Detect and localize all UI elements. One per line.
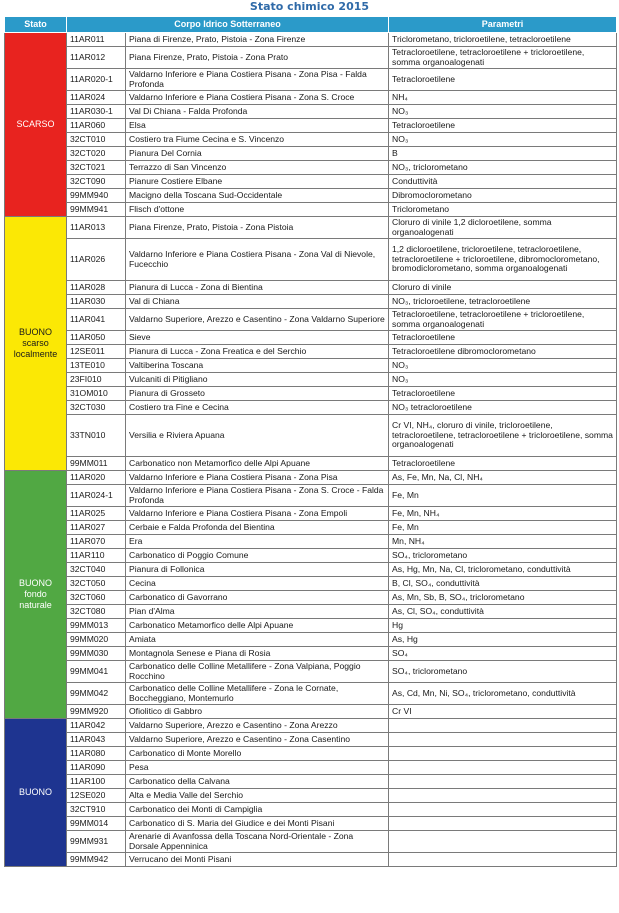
- parameters-cell: As, Fe, Mn, Na, Cl, NH₄: [389, 471, 617, 485]
- water-body-name: Pianura di Follonica: [126, 563, 389, 577]
- table-row: [5, 535, 617, 549]
- water-body-name: Pesa: [126, 761, 389, 775]
- water-body-name: Carbonatico dei Monti di Campiglia: [126, 803, 389, 817]
- water-body-name: Pianura Del Cornia: [126, 147, 389, 161]
- parameters-cell: As, Cd, Mn, Ni, SO₄, triclorometano, conduttività: [389, 683, 617, 705]
- table-body: [5, 33, 617, 867]
- parameters-cell: NO₃, tricloroetilene, tetracloroetilene: [389, 295, 617, 309]
- table-row: [5, 733, 617, 747]
- table-row: [5, 789, 617, 803]
- water-body-code: 31OM010: [67, 387, 126, 401]
- parameters-cell: Dibromoclorometano: [389, 189, 617, 203]
- table-row: [5, 563, 617, 577]
- table-row: [5, 831, 617, 853]
- water-body-code: 32CT050: [67, 577, 126, 591]
- water-body-code: 99MM942: [67, 853, 126, 867]
- header-stato: Stato: [5, 17, 67, 33]
- water-body-code: 99MM011: [67, 457, 126, 471]
- table-row: [5, 683, 617, 705]
- status-category-cell: BUONO: [5, 719, 67, 867]
- water-body-name: Piana Firenze, Prato, Pistoia - Zona Prato: [126, 47, 389, 69]
- water-body-name: Carbonatico di Monte Morello: [126, 747, 389, 761]
- water-body-code: 32CT910: [67, 803, 126, 817]
- water-body-name: Valdarno Superiore, Arezzo e Casentino - Zona Arezzo: [126, 719, 389, 733]
- parameters-cell: Triclorometano: [389, 203, 617, 217]
- water-body-code: 11AR027: [67, 521, 126, 535]
- water-body-code: 11AR020-1: [67, 69, 126, 91]
- parameters-cell: SO₄, triclorometano: [389, 549, 617, 563]
- parameters-cell: Mn, NH₄: [389, 535, 617, 549]
- water-body-name: Valdarno Inferiore e Piana Costiera Pisana - Zona Pisa: [126, 471, 389, 485]
- water-body-code: 32CT020: [67, 147, 126, 161]
- table-row: [5, 175, 617, 189]
- water-body-name: Amiata: [126, 633, 389, 647]
- table-row: [5, 719, 617, 733]
- table-row: [5, 161, 617, 175]
- table-row: [5, 47, 617, 69]
- water-body-name: Pianure Costiere Elbane: [126, 175, 389, 189]
- table-row: [5, 549, 617, 563]
- parameters-cell: Triclorometano, tricloroetilene, tetracloroetilene: [389, 33, 617, 47]
- table-row: [5, 853, 617, 867]
- water-body-code: 99MM940: [67, 189, 126, 203]
- parameters-cell: Cr VI: [389, 705, 617, 719]
- water-body-name: Carbonatico di S. Maria del Giudice e dei Monti Pisani: [126, 817, 389, 831]
- water-body-code: 32CT030: [67, 401, 126, 415]
- parameters-cell: Tetracloroetilene: [389, 119, 617, 133]
- water-body-name: Valdarno Inferiore e Piana Costiera Pisana - Zona Pisa - Falda Profonda: [126, 69, 389, 91]
- water-body-name: Pianura di Grosseto: [126, 387, 389, 401]
- header-parametri: Parametri: [389, 17, 617, 33]
- parameters-cell: [389, 853, 617, 867]
- parameters-cell: Tetracloroetilene: [389, 387, 617, 401]
- table-row: [5, 747, 617, 761]
- water-body-code: 99MM931: [67, 831, 126, 853]
- water-body-code: 11AR070: [67, 535, 126, 549]
- table-row: [5, 359, 617, 373]
- water-body-name: Cerbaie e Falda Profonda del Bientina: [126, 521, 389, 535]
- water-body-name: Cecina: [126, 577, 389, 591]
- header-corpo: Corpo Idrico Sotterraneo: [67, 17, 389, 33]
- water-body-name: Pian d'Alma: [126, 605, 389, 619]
- parameters-cell: B: [389, 147, 617, 161]
- water-body-code: 99MM020: [67, 633, 126, 647]
- water-body-code: 99MM041: [67, 661, 126, 683]
- parameters-cell: Hg: [389, 619, 617, 633]
- status-category-cell: BUONO scarso localmente: [5, 217, 67, 471]
- water-body-name: Era: [126, 535, 389, 549]
- water-body-code: 11AR090: [67, 761, 126, 775]
- parameters-cell: SO₄, triclorometano: [389, 661, 617, 683]
- parameters-cell: [389, 817, 617, 831]
- parameters-cell: Cr VI, NH₄, cloruro di vinile, tricloroetilene, tetracloroetilene, tetracloroetilene + tricloroetilene, somma organoalogenati: [389, 415, 617, 457]
- table-row: [5, 91, 617, 105]
- table-row: [5, 817, 617, 831]
- water-body-name: Val di Chiana: [126, 295, 389, 309]
- water-body-code: 32CT010: [67, 133, 126, 147]
- water-body-name: Valdarno Inferiore e Piana Costiera Pisana - Zona S. Croce: [126, 91, 389, 105]
- water-body-code: 11AR100: [67, 775, 126, 789]
- water-body-code: 11AR043: [67, 733, 126, 747]
- water-body-code: 11AR024: [67, 91, 126, 105]
- parameters-cell: NO₃: [389, 133, 617, 147]
- parameters-cell: Tetracloroetilene: [389, 457, 617, 471]
- water-body-name: Pianura di Lucca - Zona di Bientina: [126, 281, 389, 295]
- parameters-cell: As, Hg: [389, 633, 617, 647]
- water-body-name: Versilia e Riviera Apuana: [126, 415, 389, 457]
- water-body-name: Val Di Chiana - Falda Profonda: [126, 105, 389, 119]
- table-row: [5, 485, 617, 507]
- parameters-cell: [389, 775, 617, 789]
- water-body-code: 11AR030-1: [67, 105, 126, 119]
- table-row: [5, 239, 617, 281]
- parameters-cell: NO₃: [389, 105, 617, 119]
- table-row: [5, 217, 617, 239]
- table-row: [5, 69, 617, 91]
- water-body-name: Elsa: [126, 119, 389, 133]
- water-body-name: Valdarno Inferiore e Piana Costiera Pisana - Zona Empoli: [126, 507, 389, 521]
- table-header-row: [5, 17, 617, 33]
- table-row: [5, 803, 617, 817]
- water-body-name: Carbonatico di Poggio Comune: [126, 549, 389, 563]
- parameters-cell: [389, 719, 617, 733]
- water-body-name: Carbonatico delle Colline Metallifere - Zona le Cornate, Boccheggiano, Montemurlo: [126, 683, 389, 705]
- water-body-code: 11AR030: [67, 295, 126, 309]
- parameters-cell: Tetracloroetilene, tetracloroetilene + tricloroetilene, somma organoalogenati: [389, 47, 617, 69]
- water-body-name: Alta e Media Valle del Serchio: [126, 789, 389, 803]
- water-body-name: Carbonatico non Metamorfico delle Alpi Apuane: [126, 457, 389, 471]
- parameters-cell: [389, 747, 617, 761]
- chemical-status-table: [4, 16, 617, 867]
- water-body-code: 32CT090: [67, 175, 126, 189]
- table-row: [5, 373, 617, 387]
- water-body-name: Sieve: [126, 331, 389, 345]
- water-body-code: 32CT021: [67, 161, 126, 175]
- water-body-code: 11AR025: [67, 507, 126, 521]
- parameters-cell: NH₄: [389, 91, 617, 105]
- parameters-cell: [389, 789, 617, 803]
- water-body-name: Costiero tra Fiume Cecina e S. Vincenzo: [126, 133, 389, 147]
- table-row: [5, 705, 617, 719]
- parameters-cell: Fe, Mn: [389, 485, 617, 507]
- water-body-name: Montagnola Senese e Piana di Rosia: [126, 647, 389, 661]
- water-body-code: 33TN010: [67, 415, 126, 457]
- water-body-name: Macigno della Toscana Sud-Occidentale: [126, 189, 389, 203]
- table-row: [5, 647, 617, 661]
- water-body-name: Terrazzo di San Vincenzo: [126, 161, 389, 175]
- water-body-name: Carbonatico Metamorfico delle Alpi Apuane: [126, 619, 389, 633]
- water-body-code: 11AR042: [67, 719, 126, 733]
- parameters-cell: [389, 803, 617, 817]
- water-body-code: 99MM941: [67, 203, 126, 217]
- water-body-name: Valdarno Inferiore e Piana Costiera Pisana - Zona Val di Nievole, Fucecchio: [126, 239, 389, 281]
- table-row: [5, 761, 617, 775]
- water-body-code: 99MM014: [67, 817, 126, 831]
- table-row: [5, 309, 617, 331]
- table-row: [5, 401, 617, 415]
- table-row: [5, 203, 617, 217]
- water-body-name: Valdarno Inferiore e Piana Costiera Pisana - Zona S. Croce - Falda Profonda: [126, 485, 389, 507]
- water-body-name: Valtiberina Toscana: [126, 359, 389, 373]
- water-body-name: Carbonatico della Calvana: [126, 775, 389, 789]
- table-row: [5, 345, 617, 359]
- table-row: [5, 105, 617, 119]
- water-body-code: 99MM042: [67, 683, 126, 705]
- water-body-name: Carbonatico delle Colline Metallifere - Zona Valpiana, Poggio Rocchino: [126, 661, 389, 683]
- parameters-cell: Cloruro di vinile 1,2 dicloroetilene, somma organoalogenati: [389, 217, 617, 239]
- water-body-code: 11AR110: [67, 549, 126, 563]
- water-body-code: 99MM030: [67, 647, 126, 661]
- parameters-cell: [389, 733, 617, 747]
- water-body-name: Valdarno Superiore, Arezzo e Casentino - Zona Valdarno Superiore: [126, 309, 389, 331]
- table-row: [5, 331, 617, 345]
- water-body-code: 13TE010: [67, 359, 126, 373]
- parameters-cell: NO₃ tetracloroetilene: [389, 401, 617, 415]
- water-body-code: 11AR026: [67, 239, 126, 281]
- water-body-code: 11AR013: [67, 217, 126, 239]
- parameters-cell: As, Mn, Sb, B, SO₄, triclorometano: [389, 591, 617, 605]
- water-body-code: 11AR041: [67, 309, 126, 331]
- water-body-code: 11AR060: [67, 119, 126, 133]
- parameters-cell: 1,2 dicloroetilene, tricloroetilene, tetracloroetilene, tetracloroetilene + tricloroetilene, dibromoclorometano, bromodiclorometano, somma organoalogenati: [389, 239, 617, 281]
- page-title: Stato chimico 2015: [249, 0, 370, 13]
- water-body-code: 11AR012: [67, 47, 126, 69]
- water-body-name: Verrucano dei Monti Pisani: [126, 853, 389, 867]
- parameters-cell: Cloruro di vinile: [389, 281, 617, 295]
- table-row: [5, 633, 617, 647]
- parameters-cell: B, Cl, SO₄, conduttività: [389, 577, 617, 591]
- water-body-name: Valdarno Superiore, Arezzo e Casentino - Zona Casentino: [126, 733, 389, 747]
- table-row: [5, 619, 617, 633]
- water-body-code: 12SE011: [67, 345, 126, 359]
- water-body-code: 32CT040: [67, 563, 126, 577]
- water-body-code: 11AR011: [67, 33, 126, 47]
- water-body-name: Vulcaniti di Pitigliano: [126, 373, 389, 387]
- table-row: [5, 605, 617, 619]
- parameters-cell: [389, 761, 617, 775]
- water-body-name: Ofiolitico di Gabbro: [126, 705, 389, 719]
- water-body-code: 12SE020: [67, 789, 126, 803]
- water-body-code: 11AR080: [67, 747, 126, 761]
- parameters-cell: NO₃: [389, 373, 617, 387]
- table-row: [5, 119, 617, 133]
- water-body-code: 11AR028: [67, 281, 126, 295]
- table-row: [5, 133, 617, 147]
- status-category-cell: SCARSO: [5, 33, 67, 217]
- water-body-code: 11AR050: [67, 331, 126, 345]
- parameters-cell: Conduttività: [389, 175, 617, 189]
- parameters-cell: [389, 831, 617, 853]
- table-row: [5, 775, 617, 789]
- table-row: [5, 521, 617, 535]
- table-row: [5, 189, 617, 203]
- water-body-code: 32CT060: [67, 591, 126, 605]
- water-body-name: Carbonatico di Gavorrano: [126, 591, 389, 605]
- parameters-cell: Tetracloroetilene dibromoclorometano: [389, 345, 617, 359]
- parameters-cell: Tetracloroetilene, tetracloroetilene + tricloroetilene, somma organoalogenati: [389, 309, 617, 331]
- water-body-code: 32CT080: [67, 605, 126, 619]
- parameters-cell: Fe, Mn: [389, 521, 617, 535]
- parameters-cell: SO₄: [389, 647, 617, 661]
- parameters-cell: As, Cl, SO₄, conduttività: [389, 605, 617, 619]
- status-category-cell: BUONO fondo naturale: [5, 471, 67, 719]
- parameters-cell: As, Hg, Mn, Na, Cl, triclorometano, conduttività: [389, 563, 617, 577]
- water-body-code: 99MM920: [67, 705, 126, 719]
- water-body-name: Piana di Firenze, Prato, Pistoia - Zona Firenze: [126, 33, 389, 47]
- parameters-cell: Tetracloroetilene: [389, 69, 617, 91]
- table-row: [5, 577, 617, 591]
- table-row: [5, 147, 617, 161]
- table-row: [5, 33, 617, 47]
- parameters-cell: NO₃, triclorometano: [389, 161, 617, 175]
- table-row: [5, 387, 617, 401]
- table-row: [5, 457, 617, 471]
- water-body-code: 23FI010: [67, 373, 126, 387]
- table-row: [5, 507, 617, 521]
- parameters-cell: Fe, Mn, NH₄: [389, 507, 617, 521]
- table-row: [5, 471, 617, 485]
- table-row: [5, 281, 617, 295]
- table-row: [5, 415, 617, 457]
- water-body-code: 11AR020: [67, 471, 126, 485]
- water-body-name: Piana Firenze, Prato, Pistoia - Zona Pistoia: [126, 217, 389, 239]
- water-body-name: Pianura di Lucca - Zona Freatica e del Serchio: [126, 345, 389, 359]
- parameters-cell: NO₃: [389, 359, 617, 373]
- water-body-name: Costiero tra Fine e Cecina: [126, 401, 389, 415]
- water-body-name: Arenarie di Avanfossa della Toscana Nord-Orientale - Zona Dorsale Appenninica: [126, 831, 389, 853]
- water-body-code: 11AR024-1: [67, 485, 126, 507]
- water-body-name: Flisch d'ottone: [126, 203, 389, 217]
- parameters-cell: Tetracloroetilene: [389, 331, 617, 345]
- table-row: [5, 295, 617, 309]
- table-row: [5, 591, 617, 605]
- table-row: [5, 661, 617, 683]
- water-body-code: 99MM013: [67, 619, 126, 633]
